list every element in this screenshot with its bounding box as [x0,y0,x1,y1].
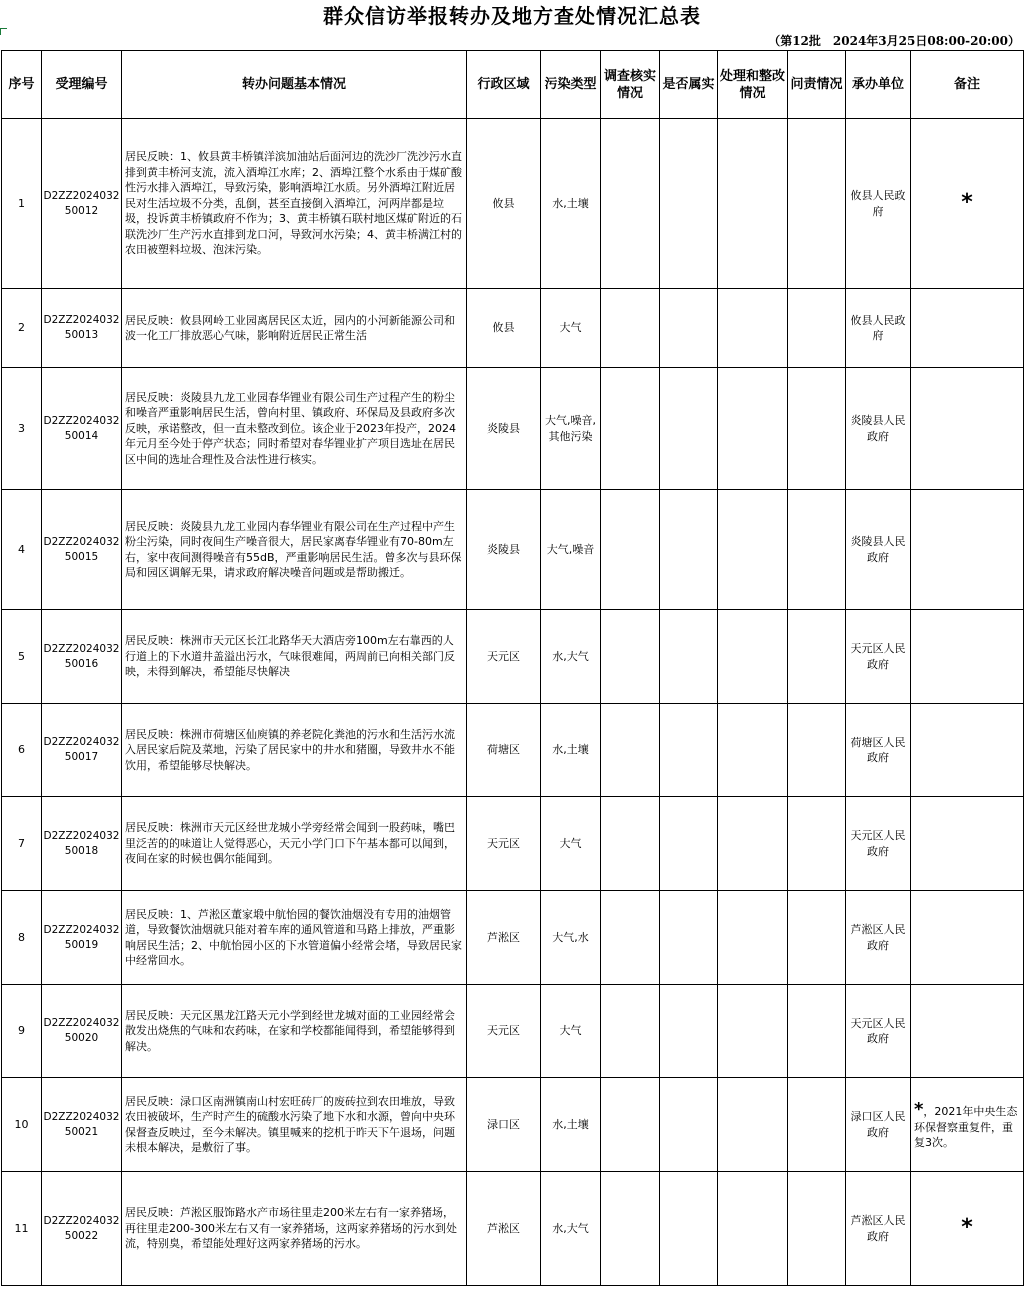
note-cell [911,797,1024,891]
case-description: 居民反映：株洲市天元区经世龙城小学旁经常会闻到一股药味，嘴巴里泛苦的的味道让人觉得恶心，天元小学门口下午基本都可以闻到，夜间在家的时候也偶尔能闻到。 [122,797,467,891]
case-description: 居民反映：炎陵县九龙工业园内春华锂业有限公司在生产过程中产生粉尘污染，同时夜间生产噪音很大，居民家离春华锂业有70-80m左右，家中夜间测得噪音有55dB，严重影响居民生活。曾多次与县环保局和园区调解无果，请求政府解决噪音问题或是帮助搬迁。 [122,490,467,610]
region: 炎陵县 [467,490,541,610]
note-cell [911,891,1024,985]
row-number: 2 [2,289,42,368]
row-number: 5 [2,610,42,704]
factual-status [660,368,718,490]
header-accountability: 问责情况 [788,51,846,119]
table-row [2,1078,1024,1172]
accountability-status [788,797,846,891]
case-description: 居民反映：攸县网岭工业园离居民区太近，园内的小河新能源公司和波一化工厂排放恶心气味，影响附近居民正常生活 [122,289,467,368]
handling-status [718,891,788,985]
factual-status [660,490,718,610]
table-row [2,1172,1024,1286]
note-cell [911,289,1024,368]
header-description: 转办问题基本情况 [122,51,467,119]
case-id: D2ZZ202403250017 [42,704,122,797]
case-description: 居民反映：天元区黑龙江路天元小学到经世龙城对面的工业园经常会散发出烧焦的气味和农药味，在家和学校都能闻得到，希望能够得到解决。 [122,985,467,1078]
table-row [2,610,1024,704]
case-description: 居民反映：株洲市荷塘区仙庾镇的养老院化粪池的污水和生活污水流入居民家后院及菜地，污染了居民家中的井水和猪圈，导致井水不能饮用，希望能够尽快解决。 [122,704,467,797]
factual-status [660,1078,718,1172]
row-number: 3 [2,368,42,490]
pollution-type: 大气 [541,797,601,891]
factual-status [660,797,718,891]
region: 天元区 [467,610,541,704]
note-cell [911,704,1024,797]
pollution-type: 水,大气 [541,1172,601,1286]
investigation-status [601,704,660,797]
handling-unit: 天元区人民政府 [846,985,911,1078]
note-cell [911,1172,1024,1286]
handling-unit: 攸县人民政府 [846,119,911,289]
case-id: D2ZZ202403250021 [42,1078,122,1172]
investigation-status [601,797,660,891]
region: 芦淞区 [467,1172,541,1286]
case-description: 居民反映：芦淞区服饰路水产市场往里走200米左右有一家养猪场，再往里走200-300米左右又有一家养猪场，这两家养猪场的污水到处流，特别臭，希望能处理好这两家养猪场的污水。 [122,1172,467,1286]
row-number: 6 [2,704,42,797]
handling-unit: 炎陵县人民政府 [846,490,911,610]
pollution-type: 大气,噪音,其他污染 [541,368,601,490]
row-number: 10 [2,1078,42,1172]
handling-status [718,610,788,704]
region: 天元区 [467,797,541,891]
accountability-status [788,891,846,985]
row-number: 11 [2,1172,42,1286]
case-description: 居民反映：炎陵县九龙工业园春华锂业有限公司生产过程产生的粉尘和噪音严重影响居民生活，曾向村里、镇政府、环保局及县政府多次反映，承诺整改，但一直未整改到位。该企业于2023年投产，2024年元月至今处于停产状态；同时希望对春华锂业扩产项目选址在居民区中间的选址合理性及合法性进行核实。 [122,368,467,490]
note-text: ，2021年中央生态环保督察重复件，重复3次。 [914,1104,1018,1149]
asterisk-mark: * [961,1215,973,1241]
header-no: 序号 [2,51,42,119]
note-cell [911,119,1024,289]
row-number: 1 [2,119,42,289]
note-cell [911,1078,1024,1172]
case-description: 居民反映：1、攸县黄丰桥镇洋滨加油站后面河边的洗沙厂洗沙污水直排到黄丰桥河支流，流入酒埠江水库；2、酒埠江整个水系由于煤矿酸性污水排入酒埠江，导致污染，影响酒埠江水质。另外酒埠江附近居民对生活垃圾不分类，乱倒，甚至直接倒入酒埠江，河两岸都是垃圾，投诉黄丰桥镇政府不作为；3、黄丰桥镇石联村地区煤矿附近的石联洗沙厂生产污水直排到龙口河，导致河水污染；4、黄丰桥满江村的农田被塑料垃圾、泡沫污染。 [122,119,467,289]
factual-status [660,289,718,368]
handling-status [718,289,788,368]
investigation-status [601,368,660,490]
table-row [2,490,1024,610]
investigation-status [601,1172,660,1286]
case-description: 居民反映：株洲市天元区长江北路华天大酒店旁100m左右靠西的人行道上的下水道井盖溢出污水，气味很难闻，两周前已向相关部门反映，未得到解决，希望能尽快解决 [122,610,467,704]
accountability-status [788,985,846,1078]
handling-status [718,704,788,797]
region: 天元区 [467,985,541,1078]
table-row [2,797,1024,891]
case-id: D2ZZ202403250015 [42,490,122,610]
header-pollution-type: 污染类型 [541,51,601,119]
handling-unit: 芦淞区人民政府 [846,1172,911,1286]
handling-status [718,1172,788,1286]
handling-status [718,1078,788,1172]
row-number: 4 [2,490,42,610]
header-unit: 承办单位 [846,51,911,119]
case-id: D2ZZ202403250019 [42,891,122,985]
investigation-status [601,891,660,985]
investigation-status [601,610,660,704]
pollution-type: 水,土壤 [541,119,601,289]
handling-unit: 天元区人民政府 [846,797,911,891]
header-investigation: 调查核实情况 [601,51,660,119]
region: 荷塘区 [467,704,541,797]
table-row [2,704,1024,797]
accountability-status [788,119,846,289]
table-header-row [2,51,1024,119]
note-cell [911,985,1024,1078]
case-id: D2ZZ202403250013 [42,289,122,368]
summary-table [1,50,1024,1286]
factual-status [660,1172,718,1286]
factual-status [660,119,718,289]
handling-unit: 炎陵县人民政府 [846,368,911,490]
note-cell [911,368,1024,490]
pollution-type: 大气 [541,289,601,368]
factual-status [660,891,718,985]
accountability-status [788,1172,846,1286]
region: 渌口区 [467,1078,541,1172]
document-title: 群众信访举报转办及地方查处情况汇总表 [323,4,701,28]
accountability-status [788,1078,846,1172]
investigation-status [601,1078,660,1172]
handling-status [718,368,788,490]
factual-status [660,704,718,797]
region: 芦淞区 [467,891,541,985]
accountability-status [788,289,846,368]
table-row [2,119,1024,289]
header-region: 行政区域 [467,51,541,119]
region: 炎陵县 [467,368,541,490]
batch-subtitle: （第12批 2024年3月25日08:00-20:00） [768,34,1020,48]
case-description: 居民反映：渌口区南洲镇南山村宏旺砖厂的废砖拉到农田堆放，导致农田被破坏，生产时产生的硫酸水污染了地下水和水源，曾向中央环保督查反映过，至今未解决。镇里喊来的挖机于昨天下午退场，问题未根本解决，是敷衍了事。 [122,1078,467,1172]
pollution-type: 水,土壤 [541,1078,601,1172]
accountability-status [788,704,846,797]
handling-unit: 攸县人民政府 [846,289,911,368]
table-row [2,985,1024,1078]
handling-unit: 芦淞区人民政府 [846,891,911,985]
table-body [2,119,1024,1286]
handling-status [718,797,788,891]
investigation-status [601,289,660,368]
handling-status [718,490,788,610]
investigation-status [601,985,660,1078]
handling-unit: 渌口区人民政府 [846,1078,911,1172]
table-row [2,368,1024,490]
row-number: 9 [2,985,42,1078]
row-number: 8 [2,891,42,985]
investigation-status [601,119,660,289]
asterisk-mark: * [961,190,973,216]
pollution-type: 大气 [541,985,601,1078]
accountability-status [788,368,846,490]
case-id: D2ZZ202403250020 [42,985,122,1078]
region: 攸县 [467,119,541,289]
accountability-status [788,610,846,704]
case-id: D2ZZ202403250018 [42,797,122,891]
factual-status [660,985,718,1078]
table-row [2,891,1024,985]
note-cell [911,610,1024,704]
row-number: 7 [2,797,42,891]
case-id: D2ZZ202403250016 [42,610,122,704]
pollution-type: 大气,水 [541,891,601,985]
header-factual: 是否属实 [660,51,718,119]
handling-unit: 荷塘区人民政府 [846,704,911,797]
case-description: 居民反映：1、芦淞区董家塅中航怡园的餐饮油烟没有专用的油烟管道，导致餐饮油烟就只能对着车库的通风管道和马路上排放，严重影响居民生活；2、中航怡园小区的下水管道偏小经常会堵，导致居民家中经常回水。 [122,891,467,985]
accountability-status [788,490,846,610]
table-row [2,289,1024,368]
handling-status [718,119,788,289]
pollution-type: 大气,噪音 [541,490,601,610]
pollution-type: 水,土壤 [541,704,601,797]
investigation-status [601,490,660,610]
note-cell [911,490,1024,610]
header-case-id: 受理编号 [42,51,122,119]
case-id: D2ZZ202403250014 [42,368,122,490]
asterisk-mark: * [914,1098,924,1120]
header-handling: 处理和整改情况 [718,51,788,119]
handling-unit: 天元区人民政府 [846,610,911,704]
factual-status [660,610,718,704]
handling-status [718,985,788,1078]
case-id: D2ZZ202403250012 [42,119,122,289]
pollution-type: 水,大气 [541,610,601,704]
case-id: D2ZZ202403250022 [42,1172,122,1286]
header-note: 备注 [911,51,1024,119]
region: 攸县 [467,289,541,368]
